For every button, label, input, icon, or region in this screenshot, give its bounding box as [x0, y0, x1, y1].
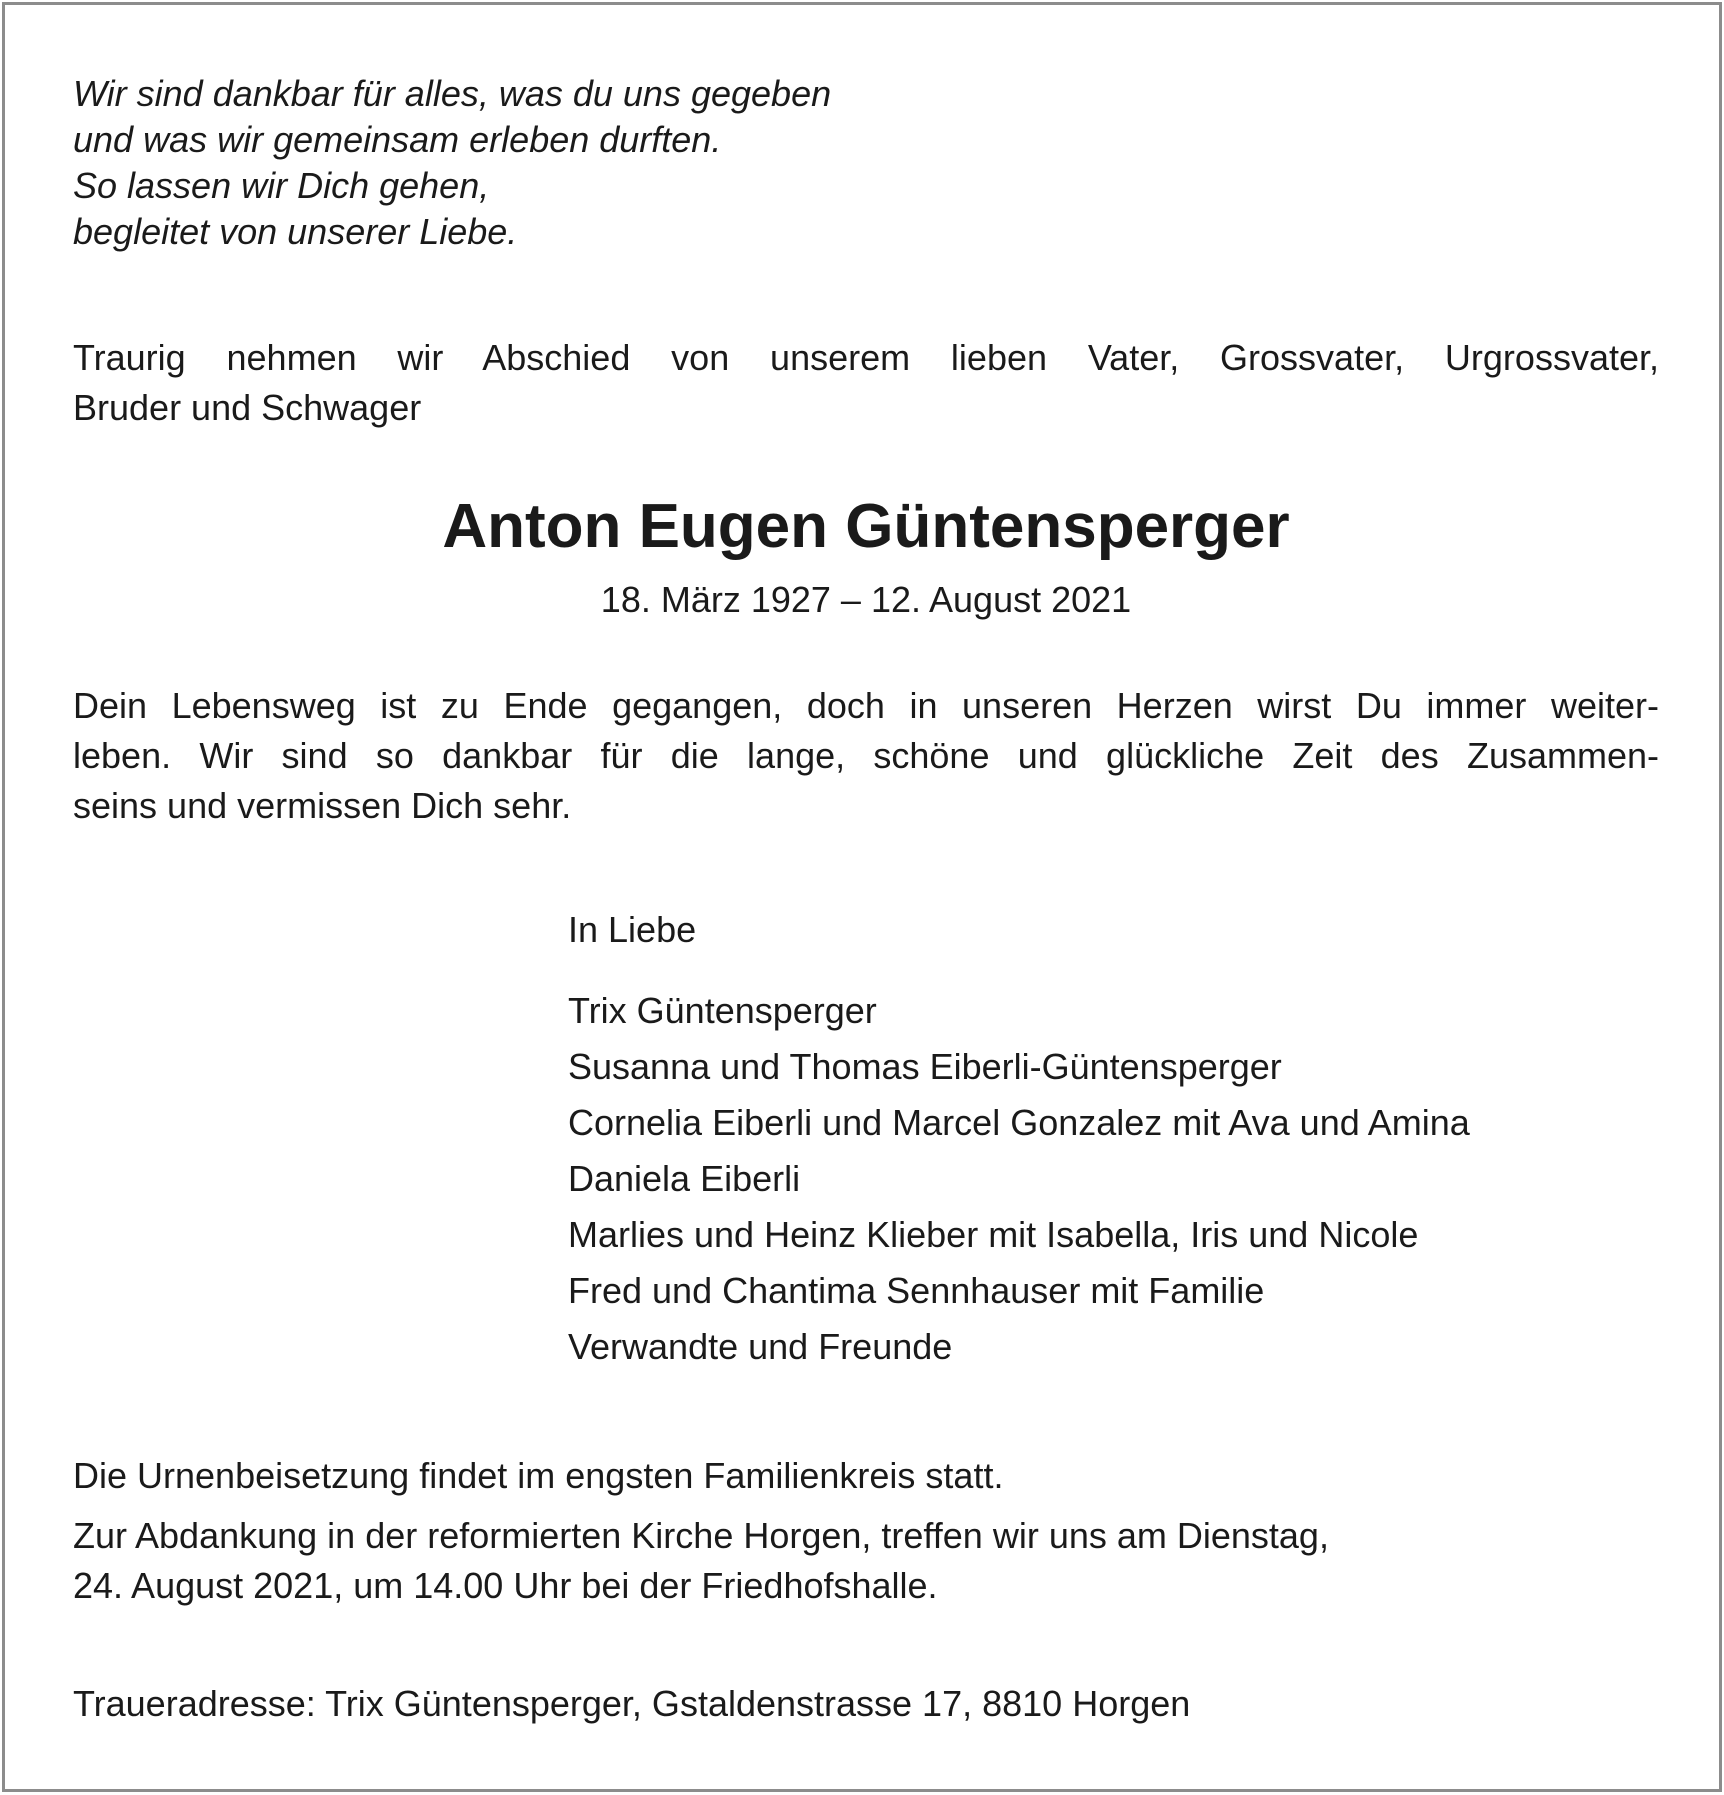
mourner-entry: Cornelia Eiberli und Marcel Gonzalez mit Ava und Amina — [568, 1102, 1470, 1143]
poem-line: Wir sind dankbar für alles, was du uns gegeben — [73, 73, 832, 114]
message-line: seins und vermissen Dich sehr. — [73, 785, 572, 826]
poem-line: begleitet von unserer Liebe. — [73, 211, 518, 252]
obituary-notice — [2, 2, 1722, 1792]
service-note-line: 24. August 2021, um 14.00 Uhr bei der Friedhofshalle. — [73, 1565, 938, 1606]
signoff: In Liebe — [568, 909, 697, 950]
message-line: Dein Lebensweg ist zu Ende gegangen, doch in unseren Herzen wirst Du immer weiter- — [73, 685, 1659, 726]
ceremony-info — [73, 1451, 1329, 1611]
mourner-entry: Susanna und Thomas Eiberli-Güntensperger — [568, 1046, 1282, 1087]
mourners-list — [568, 983, 1470, 1375]
deceased-name: Anton Eugen Güntensperger — [442, 492, 1290, 561]
mourning-address: Traueradresse: Trix Güntensperger, Gstaldenstrasse 17, 8810 Horgen — [73, 1683, 1191, 1724]
mourner-entry: Daniela Eiberli — [568, 1158, 801, 1199]
farewell-message — [73, 681, 1659, 831]
intro-text — [73, 333, 1659, 433]
burial-note: Die Urnenbeisetzung findet im engsten Familienkreis statt. — [73, 1455, 1004, 1496]
mourner-entry: Marlies und Heinz Klieber mit Isabella, Iris und Nicole — [568, 1214, 1419, 1255]
intro-line: Bruder und Schwager — [73, 387, 422, 428]
service-note-line: Zur Abdankung in der reformierten Kirche Horgen, treffen wir uns am Dienstag, — [73, 1515, 1329, 1556]
life-dates: 18. März 1927 – 12. August 2021 — [600, 579, 1132, 620]
poem — [73, 71, 831, 255]
mourner-entry: Trix Güntensperger — [568, 990, 877, 1031]
mourner-entry: Fred und Chantima Sennhauser mit Familie — [568, 1270, 1265, 1311]
intro-line: Traurig nehmen wir Abschied von unserem lieben Vater, Grossvater, Urgrossvater, — [73, 337, 1659, 378]
poem-line: So lassen wir Dich gehen, — [73, 165, 490, 206]
message-line: leben. Wir sind so dankbar für die lange, schöne und glückliche Zeit des Zusammen- — [73, 735, 1659, 776]
poem-line: und was wir gemeinsam erleben durften. — [73, 119, 722, 160]
mourner-entry: Verwandte und Freunde — [568, 1326, 953, 1367]
